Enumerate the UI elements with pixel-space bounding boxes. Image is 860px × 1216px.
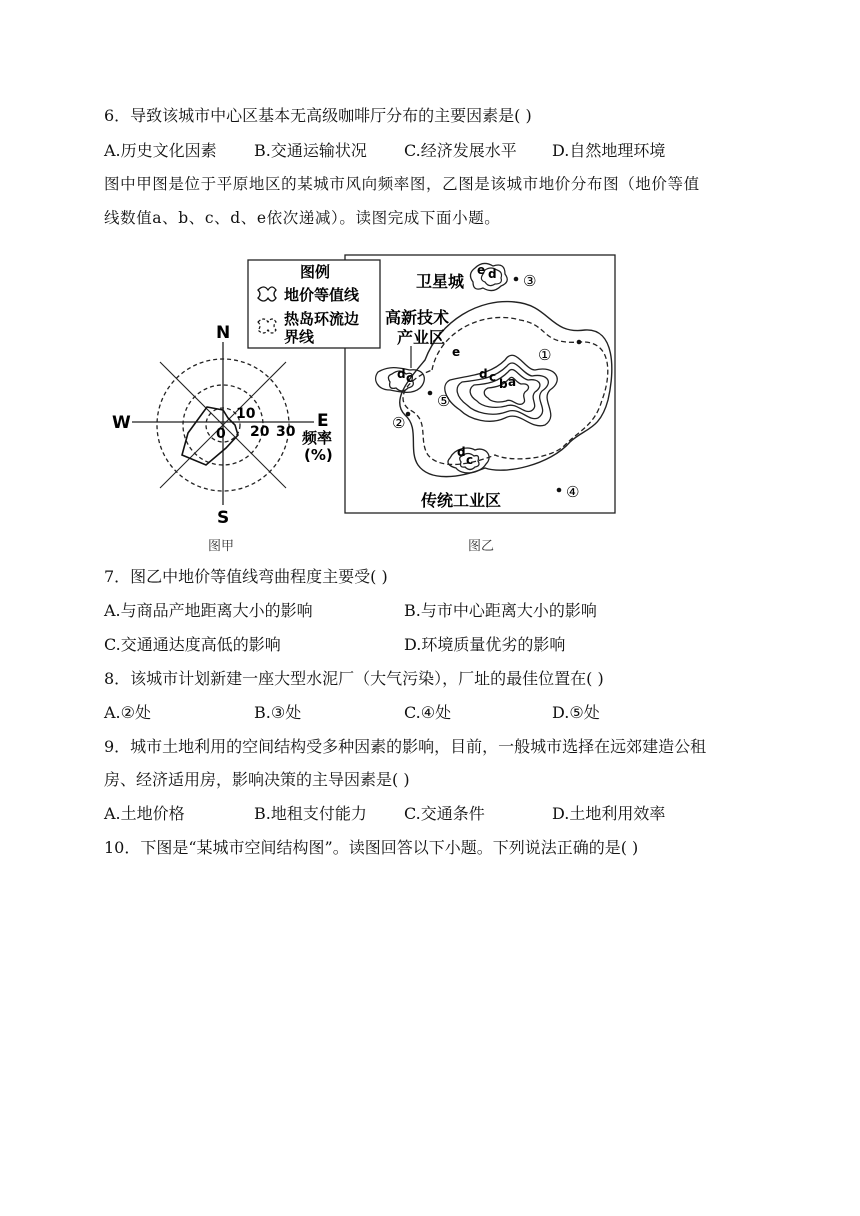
q7-option-a: A.与商品产地距离大小的影响 xyxy=(104,601,313,620)
q6-option-c: C.经济发展水平 xyxy=(404,141,517,160)
hightech-label-2: 产业区 xyxy=(397,328,446,347)
frequency-unit: (%) xyxy=(304,446,333,464)
figures-svg xyxy=(110,250,630,550)
q6-option-b: B.交通运输状况 xyxy=(254,141,367,160)
caption-jia: 图甲 xyxy=(208,539,235,554)
wind-rose-south: S xyxy=(217,508,230,528)
q6-option-d: D.自然地理环境 xyxy=(552,141,666,160)
intro-line-1: 图中甲图是位于平原地区的某城市风向频率图，乙图是该城市地价分布图（地价等值 xyxy=(104,175,700,193)
q9-stem-line-2: 房、经济适用房，影响决策的主导因素是( ) xyxy=(104,770,410,789)
label-c-industry: c xyxy=(466,453,474,467)
label-d-hightech: d xyxy=(397,367,406,381)
q9-option-a: A.土地价格 xyxy=(104,804,185,823)
q7-option-c: C.交通通达度高低的影响 xyxy=(104,635,281,654)
caption-yi: 图乙 xyxy=(468,539,495,554)
label-d-industry: d xyxy=(457,445,466,459)
marker-4-dot xyxy=(557,488,562,493)
marker-2-dot xyxy=(406,412,411,417)
wind-rose-east: E xyxy=(317,411,329,431)
marker-5-dot xyxy=(428,391,433,396)
traditional-industry-label: 传统工业区 xyxy=(421,491,502,510)
label-c-center: c xyxy=(489,370,497,384)
satellite-city-label: 卫星城 xyxy=(416,272,465,291)
marker-1-dot xyxy=(577,340,582,345)
ring-label-0: 0 xyxy=(216,426,226,442)
q7-stem: 7．图乙中地价等值线弯曲程度主要受( ) xyxy=(104,567,388,586)
legend-title: 图例 xyxy=(300,263,331,281)
q9-stem-line-1: 9．城市土地利用的空间结构受多种因素的影响，目前，一般城市选择在远郊建造公租 xyxy=(104,737,707,756)
wind-rose-west: W xyxy=(112,413,131,433)
q8-stem: 8．该城市计划新建一座大型水泥厂（大气污染），厂址的最佳位置在( ) xyxy=(104,669,604,688)
intro-line-2: 线数值a、b、c、d、e依次递减）。读图完成下面小题。 xyxy=(104,209,501,227)
ring-label-30: 30 xyxy=(276,424,296,440)
hightech-label-1: 高新技术 xyxy=(385,308,450,327)
q8-option-a: A.②处 xyxy=(104,703,151,722)
land-price-map xyxy=(248,255,615,513)
q8-option-b: B.③处 xyxy=(254,703,302,722)
label-d-center: d xyxy=(479,367,488,381)
q9-option-d: D.土地利用效率 xyxy=(552,804,666,823)
label-d-satellite: d xyxy=(488,267,497,281)
frequency-label: 频率 xyxy=(302,429,333,447)
label-b-center: b xyxy=(499,377,508,391)
marker-4: ④ xyxy=(566,483,580,501)
figure-area xyxy=(110,250,630,550)
q6-option-a: A.历史文化因素 xyxy=(104,141,217,160)
q7-option-d: D.环境质量优劣的影响 xyxy=(404,635,566,654)
wind-rose xyxy=(112,323,333,528)
marker-5: ⑤ xyxy=(437,392,451,410)
marker-2: ② xyxy=(392,414,406,432)
q6-stem: 6．导致该城市中心区基本无高级咖啡厅分布的主要因素是( ) xyxy=(104,106,532,125)
ring-label-10: 10 xyxy=(236,406,256,422)
legend-heat-island-label-2: 界线 xyxy=(284,328,315,346)
label-e-outer: e xyxy=(452,345,461,359)
legend-heat-island-label-1: 热岛环流边 xyxy=(284,310,360,328)
q10-stem: 10．下图是“某城市空间结构图”。读图回答以下小题。下列说法正确的是( ) xyxy=(104,838,639,857)
q7-option-b: B.与市中心距离大小的影响 xyxy=(404,601,597,620)
q9-option-c: C.交通条件 xyxy=(404,804,485,823)
legend-contour-label: 地价等值线 xyxy=(284,286,360,304)
marker-3-dot xyxy=(514,277,519,282)
label-c-hightech: c xyxy=(406,371,414,385)
ring-label-20: 20 xyxy=(250,424,270,440)
wind-rose-north: N xyxy=(216,323,231,343)
q8-option-c: C.④处 xyxy=(404,703,452,722)
marker-3: ③ xyxy=(523,272,537,290)
label-e-satellite: e xyxy=(477,263,486,277)
q8-option-d: D.⑤处 xyxy=(552,703,600,722)
marker-1: ① xyxy=(538,346,552,364)
q9-option-b: B.地租支付能力 xyxy=(254,804,367,823)
label-a-center: a xyxy=(508,375,517,389)
wind-frequency-polygon xyxy=(182,407,238,465)
